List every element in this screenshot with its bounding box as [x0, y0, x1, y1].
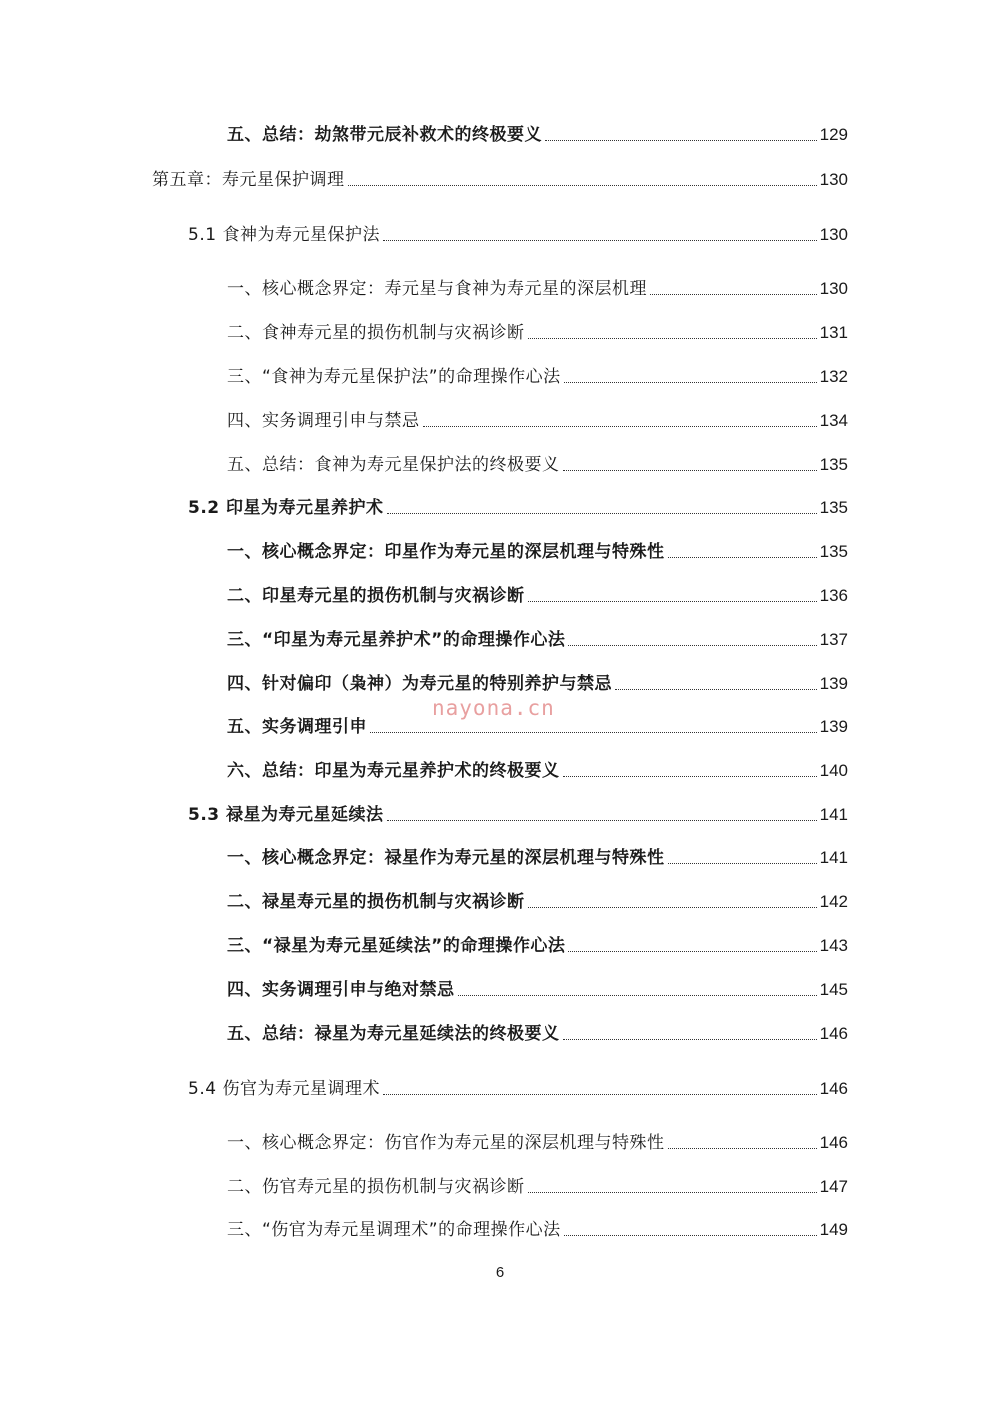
toc-entry-title: 一、核心概念界定：禄星作为寿元星的深层机理与特殊性	[227, 848, 665, 868]
toc-entry-title: 五、总结：禄星为寿元星延续法的终极要义	[227, 1024, 560, 1044]
dot-leader	[615, 688, 817, 690]
toc-entry-title: 5.4 伤官为寿元星调理术	[188, 1079, 380, 1099]
dot-leader	[528, 337, 817, 339]
toc-entry[interactable]	[227, 1023, 848, 1045]
toc-entry[interactable]	[227, 454, 848, 476]
toc-entry[interactable]	[227, 278, 848, 300]
dot-leader	[458, 994, 817, 996]
dot-leader	[528, 906, 817, 908]
toc-entry-page: 139	[819, 717, 848, 736]
toc-entry-title: 五、总结：劫煞带元辰补救术的终极要义	[227, 125, 542, 145]
toc-entry-section[interactable]	[188, 804, 848, 826]
toc-entry-title: 五、总结：食神为寿元星保护法的终极要义	[227, 455, 560, 475]
toc-entry-title: 二、禄星寿元星的损伤机制与灾祸诊断	[227, 892, 525, 912]
toc-entry-page: 135	[819, 455, 848, 474]
toc-entry-page: 134	[819, 411, 848, 430]
toc-entry-page: 146	[819, 1133, 848, 1152]
toc-entry[interactable]	[227, 760, 848, 782]
toc-entry-title: 四、针对偏印（枭神）为寿元星的特别养护与禁忌	[227, 674, 612, 694]
dot-leader	[668, 862, 817, 864]
dot-leader	[650, 293, 817, 295]
dot-leader	[545, 139, 817, 141]
toc-entry-title: 二、印星寿元星的损伤机制与灾祸诊断	[227, 586, 525, 606]
toc-entry[interactable]	[227, 891, 848, 913]
toc-entry-title: 三、“印星为寿元星养护术”的命理操作心法	[227, 630, 566, 650]
toc-entry-page: 129	[819, 125, 848, 144]
watermark-text: nayona.cn	[432, 696, 555, 720]
toc-entry-title: 5.3 禄星为寿元星延续法	[188, 805, 384, 825]
toc-entry-title: 二、伤官寿元星的损伤机制与灾祸诊断	[227, 1177, 525, 1197]
toc-entry[interactable]	[227, 673, 848, 695]
toc-entry-title: 5.2 印星为寿元星养护术	[188, 498, 384, 518]
toc-entry-section[interactable]	[188, 1078, 848, 1100]
dot-leader	[528, 1191, 817, 1193]
toc-entry-page: 135	[819, 542, 848, 561]
toc-entry-title: 四、实务调理引申与绝对禁忌	[227, 980, 455, 1000]
toc-entry[interactable]	[227, 1219, 848, 1241]
toc-entry[interactable]	[227, 410, 848, 432]
toc-entry-page: 145	[819, 980, 848, 999]
toc-entry-page: 143	[819, 936, 848, 955]
toc-entry-page: 149	[819, 1220, 848, 1239]
toc-entry[interactable]	[227, 1176, 848, 1198]
dot-leader	[528, 600, 817, 602]
toc-entry-page: 135	[819, 498, 848, 517]
toc-entry[interactable]	[227, 979, 848, 1001]
toc-entry-title: 5.1 食神为寿元星保护法	[188, 225, 380, 245]
toc-entry-page: 141	[819, 805, 848, 824]
toc-entry-title: 第五章：寿元星保护调理	[152, 170, 345, 190]
toc-entry-chapter[interactable]	[152, 169, 848, 191]
toc-entry-title: 六、总结：印星为寿元星养护术的终极要义	[227, 761, 560, 781]
toc-entry-section[interactable]	[188, 224, 848, 246]
toc-entry-title: 五、实务调理引申	[227, 717, 367, 737]
toc-entry-title: 三、“伤官为寿元星调理术”的命理操作心法	[227, 1220, 561, 1240]
toc-entry-section[interactable]	[188, 497, 848, 519]
dot-leader	[423, 425, 817, 427]
toc-entry-page: 146	[819, 1024, 848, 1043]
toc-entry-page: 141	[819, 848, 848, 867]
toc-entry-title: 三、“食神为寿元星保护法”的命理操作心法	[227, 367, 561, 387]
toc-entry[interactable]	[227, 366, 848, 388]
toc-entry-title: 三、“禄星为寿元星延续法”的命理操作心法	[227, 936, 566, 956]
dot-leader	[370, 731, 817, 733]
toc-entry-page: 146	[819, 1079, 848, 1098]
dot-leader	[568, 950, 816, 952]
dot-leader	[668, 1147, 817, 1149]
toc-entry-title: 一、核心概念界定：伤官作为寿元星的深层机理与特殊性	[227, 1133, 665, 1153]
toc-entry-title: 二、食神寿元星的损伤机制与灾祸诊断	[227, 323, 525, 343]
page-number: 6	[495, 1264, 505, 1281]
dot-leader	[564, 1234, 817, 1236]
dot-leader	[668, 556, 817, 558]
dot-leader	[568, 644, 816, 646]
toc-entry-page: 132	[819, 367, 848, 386]
toc-entry[interactable]	[227, 629, 848, 651]
toc-entry-page: 130	[819, 225, 848, 244]
dot-leader	[563, 469, 817, 471]
dot-leader	[348, 184, 817, 186]
toc-entry[interactable]	[227, 322, 848, 344]
dot-leader	[387, 512, 817, 514]
dot-leader	[383, 1093, 817, 1095]
dot-leader	[563, 1038, 817, 1040]
dot-leader	[564, 381, 817, 383]
toc-entry[interactable]	[227, 541, 848, 563]
toc-entry-page: 130	[819, 170, 848, 189]
toc-entry-page: 147	[819, 1177, 848, 1196]
toc-entry-page: 130	[819, 279, 848, 298]
toc-entry-title: 一、核心概念界定：寿元星与食神为寿元星的深层机理	[227, 279, 647, 299]
dot-leader	[563, 775, 817, 777]
toc-entry-title: 四、实务调理引申与禁忌	[227, 411, 420, 431]
toc-entry[interactable]	[227, 585, 848, 607]
toc-entry[interactable]	[227, 1132, 848, 1154]
toc-entry-page: 142	[819, 892, 848, 911]
dot-leader	[387, 819, 817, 821]
toc-entry-title: 一、核心概念界定：印星作为寿元星的深层机理与特殊性	[227, 542, 665, 562]
toc-entry-page: 131	[819, 323, 848, 342]
toc-entry-page: 137	[819, 630, 848, 649]
toc-entry[interactable]	[227, 124, 848, 146]
toc-entry-page: 136	[819, 586, 848, 605]
toc-entry[interactable]	[227, 935, 848, 957]
toc-entry[interactable]	[227, 847, 848, 869]
toc-entry-page: 139	[819, 674, 848, 693]
dot-leader	[383, 239, 817, 241]
toc-entry-page: 140	[819, 761, 848, 780]
